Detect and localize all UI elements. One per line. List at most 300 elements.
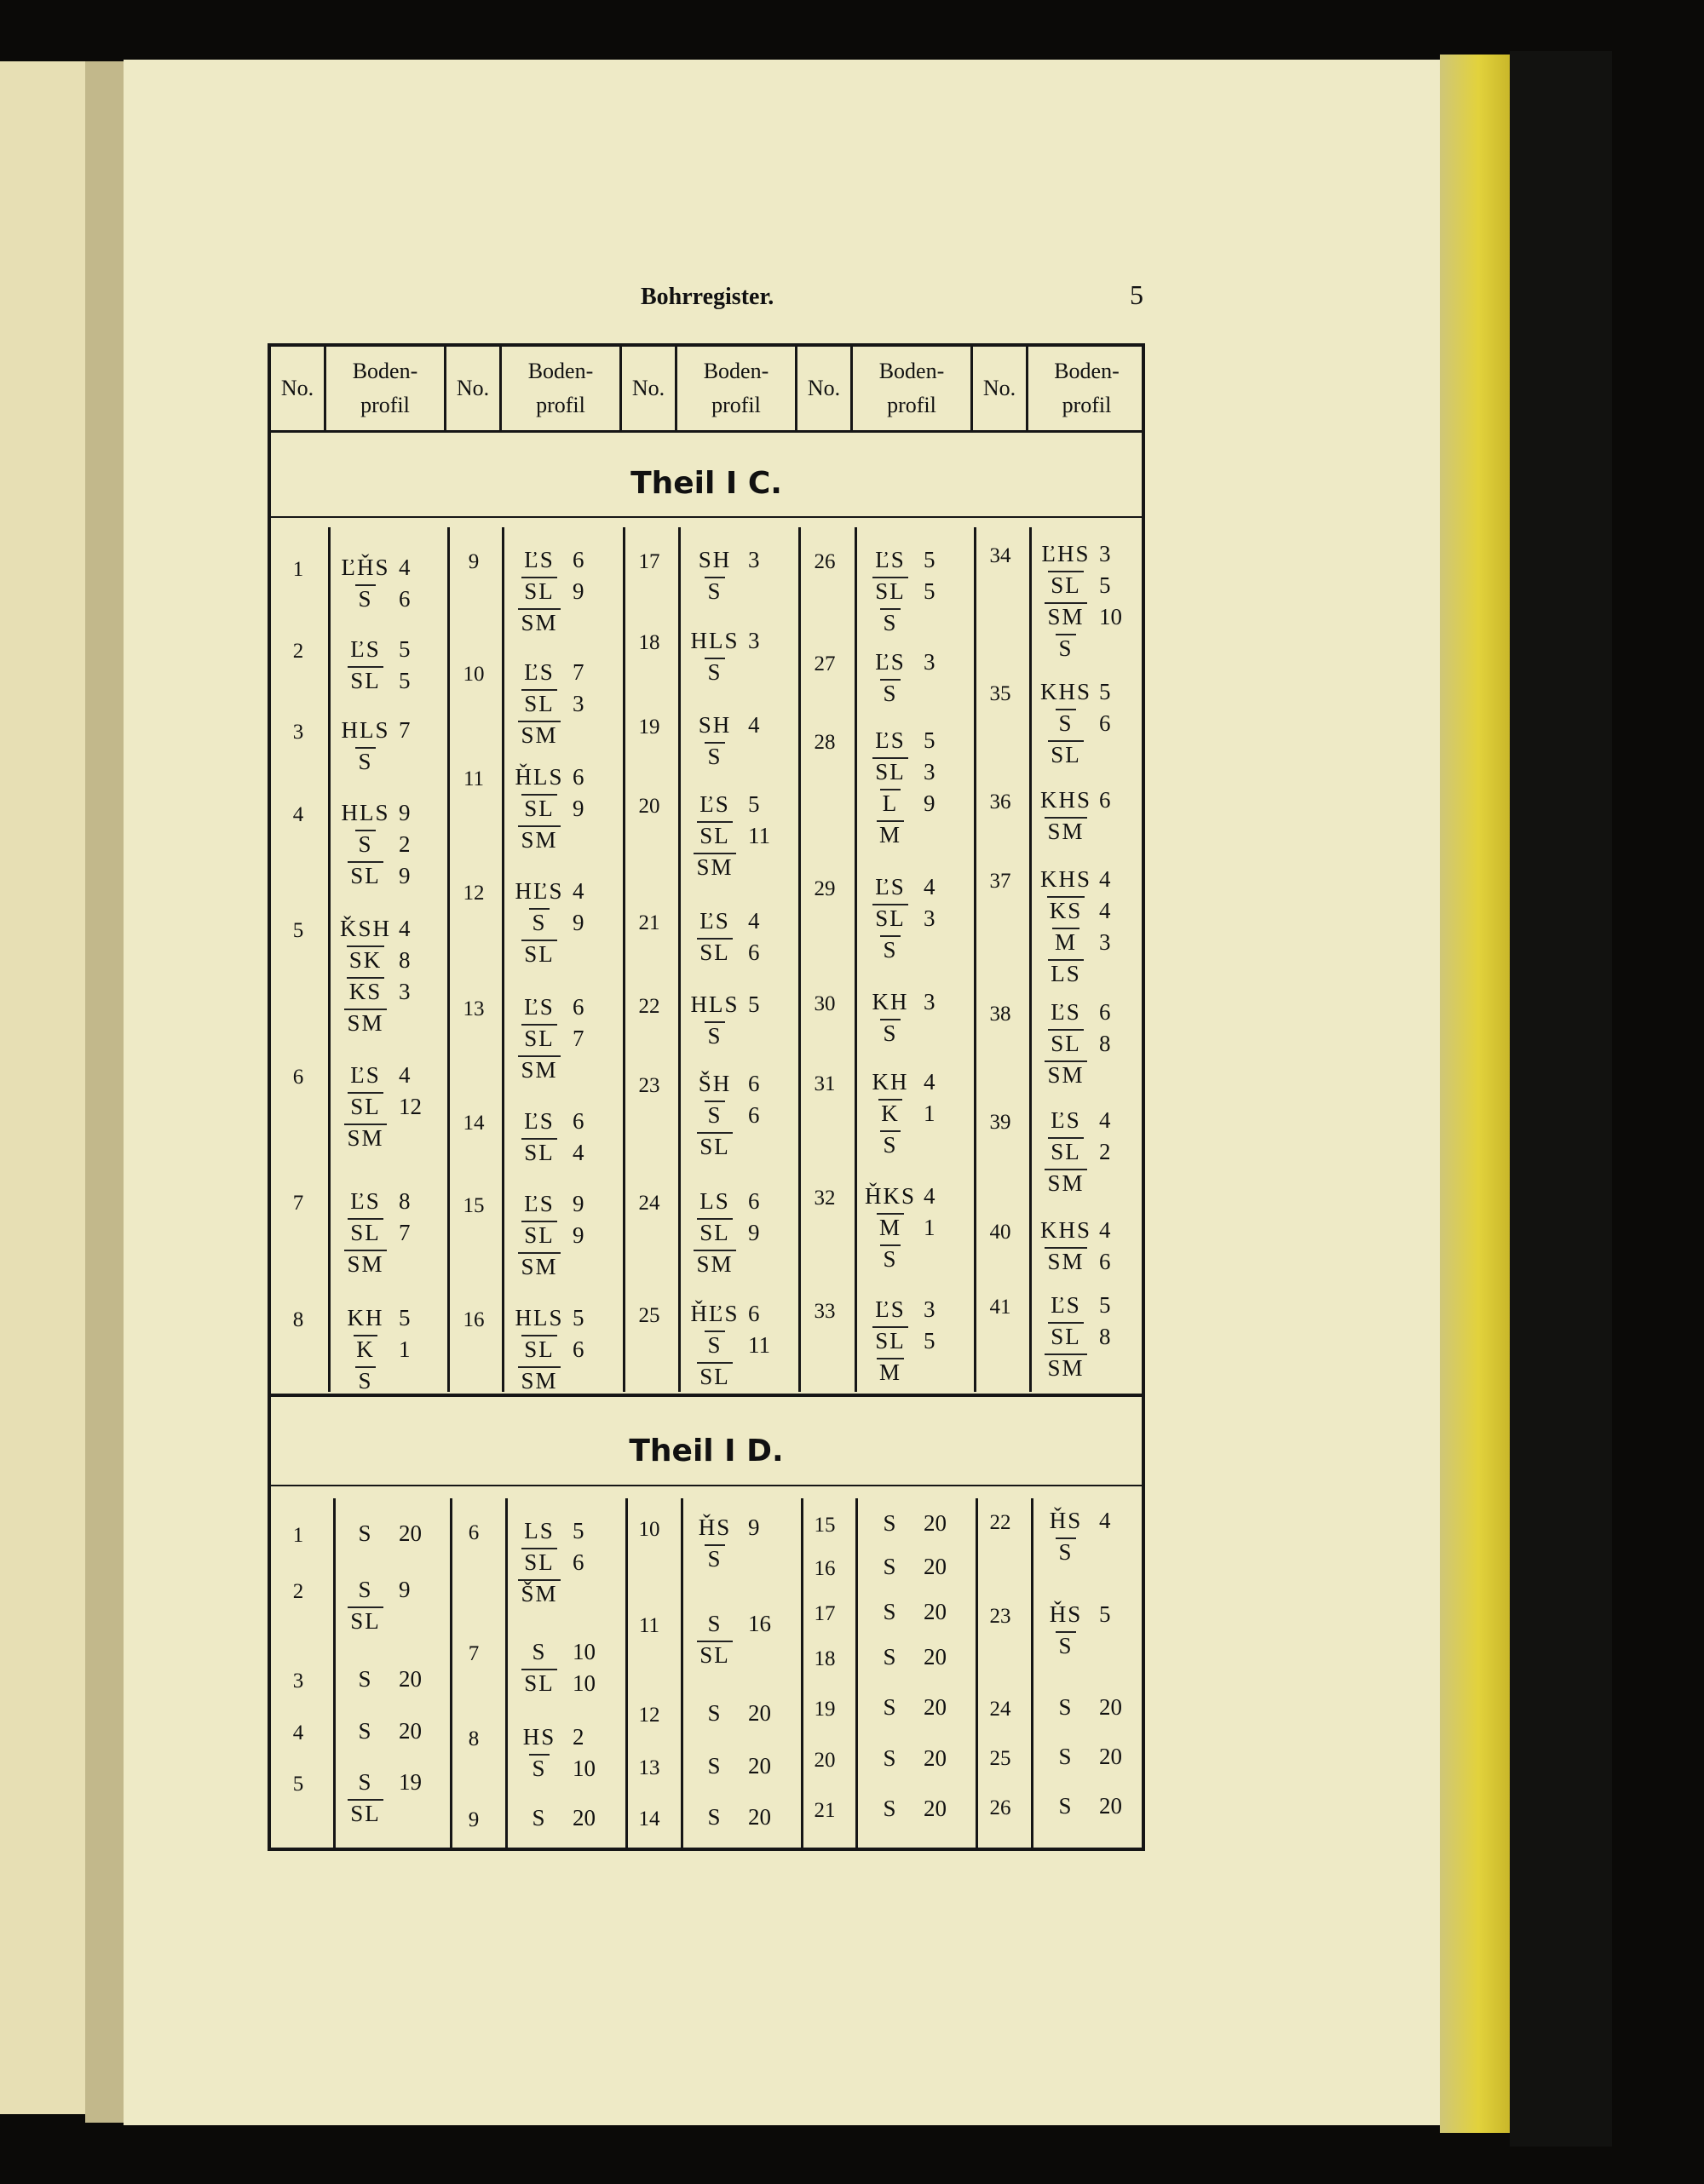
profile-layer: [506, 822, 602, 853]
column-rule: [499, 347, 502, 430]
soil-code: SM: [518, 721, 560, 749]
profile-layer: [1033, 674, 1128, 705]
soil-code: SL: [697, 1362, 733, 1390]
boring-number: 25: [989, 1747, 1011, 1770]
boring-number: 5: [292, 1773, 304, 1796]
boring-number: 11: [638, 1614, 660, 1637]
soil-code: HĽS: [515, 878, 564, 904]
boring-number: 23: [638, 1074, 660, 1097]
header-profile: [326, 347, 444, 430]
soil-code: ȞS: [698, 1514, 732, 1540]
soil-code: SL: [697, 1218, 733, 1246]
soil-code: SM: [1045, 1247, 1086, 1275]
layer-depth: 6: [573, 994, 584, 1020]
boring-number: 1: [292, 558, 304, 581]
layer-depth: 3: [573, 691, 584, 716]
layer-depth: 5: [924, 578, 935, 604]
profile-layer: [857, 1639, 953, 1670]
boring-number: 19: [638, 716, 660, 739]
layer-depth: 20: [399, 1666, 422, 1692]
profile-layer: [682, 654, 777, 686]
soil-profile: [1033, 1596, 1128, 1659]
soil-profile: [857, 1790, 953, 1822]
layer-depth: 4: [748, 908, 760, 934]
profile-layer: [506, 1103, 602, 1135]
soil-code: S: [355, 1366, 375, 1394]
column-rule: [625, 1498, 628, 1848]
header-profile-line2: profil: [887, 393, 936, 417]
boring-number: 18: [638, 631, 660, 654]
boring-number: 24: [638, 1192, 660, 1215]
soil-code: S: [880, 679, 900, 707]
header-no: [797, 347, 850, 430]
layer-depth: 3: [924, 905, 935, 931]
boring-number: 7: [468, 1642, 480, 1665]
layer-depth: 6: [748, 1188, 760, 1214]
layer-depth: 20: [1099, 1694, 1122, 1720]
layer-depth: 5: [924, 1328, 935, 1354]
soil-code: ĽS: [524, 547, 555, 572]
column-rule: [619, 347, 622, 430]
profile-layer: [1033, 1628, 1128, 1659]
header-profile-line1: Boden-: [1054, 358, 1120, 383]
header-profile-line2: profil: [711, 393, 761, 417]
soil-code: SM: [518, 1252, 560, 1280]
boring-number: 23: [989, 1605, 1011, 1628]
soil-profile: [332, 795, 428, 889]
soil-code: S: [880, 608, 900, 636]
soil-profile: [682, 1695, 777, 1727]
soil-code: S: [883, 1599, 898, 1624]
soil-code: SL: [348, 666, 383, 694]
layer-depth: 6: [573, 1549, 584, 1575]
profile-layer: [857, 1241, 953, 1273]
soil-code: S: [532, 1639, 547, 1664]
soil-code: S: [529, 1754, 549, 1782]
soil-profile: [1033, 782, 1128, 845]
soil-code: SM: [1045, 1169, 1086, 1197]
soil-profile: [506, 1800, 602, 1831]
boring-number: 4: [292, 803, 304, 826]
layer-depth: 5: [1099, 1292, 1111, 1318]
layer-depth: 9: [399, 800, 411, 825]
profile-layer: [1033, 1596, 1128, 1628]
layer-depth: 4: [1099, 1217, 1111, 1243]
layer-depth: 3: [1099, 929, 1111, 955]
profile-layer: [682, 818, 777, 849]
soil-code: ĽS: [875, 874, 906, 899]
profile-layer: [1033, 994, 1128, 1026]
soil-code: ĽHS: [1041, 541, 1091, 566]
soil-code: S: [1056, 634, 1075, 662]
soil-code: KS: [347, 977, 385, 1005]
soil-code: SL: [521, 1548, 557, 1576]
layer-depth: 20: [924, 1694, 947, 1720]
soil-code: SL: [1048, 740, 1084, 768]
soil-code: SM: [1045, 602, 1086, 630]
profile-layer: [506, 1249, 602, 1280]
soil-profile: [682, 903, 777, 966]
soil-code: ȞS: [1049, 1601, 1083, 1627]
layer-depth: 5: [1099, 679, 1111, 704]
layer-depth: 20: [924, 1644, 947, 1670]
soil-profile: [332, 712, 428, 775]
boring-number: 1: [292, 1524, 304, 1547]
header-profile: [1028, 347, 1145, 430]
boring-number: 28: [814, 731, 836, 754]
soil-code: SM: [1045, 1354, 1086, 1382]
profile-layer: [332, 549, 428, 581]
profile-layer: [857, 932, 953, 963]
profile-layer: [857, 605, 953, 636]
column-rule: [444, 347, 446, 430]
header-profile-line1: Boden-: [878, 358, 945, 383]
soil-code: L: [880, 789, 901, 817]
layer-depth: 4: [1099, 898, 1111, 923]
boring-number: 17: [814, 1602, 836, 1625]
layer-depth: 5: [573, 1518, 584, 1543]
profile-layer: [1033, 1057, 1128, 1089]
soil-code: SL: [1048, 1137, 1084, 1165]
layer-depth: 6: [748, 1301, 760, 1326]
soil-code: SL: [521, 794, 557, 822]
layer-depth: 6: [748, 1102, 760, 1128]
profile-layer: [857, 1790, 953, 1822]
profile-layer: [857, 900, 953, 932]
soil-code: KHS: [1039, 1217, 1091, 1243]
soil-code: ĽS: [524, 994, 555, 1020]
soil-code: SM: [694, 853, 735, 881]
profile-layer: [1033, 861, 1128, 893]
profile-layer: [682, 786, 777, 818]
boring-number: 13: [638, 1756, 660, 1779]
profile-layer: [332, 1331, 428, 1363]
soil-code: HLS: [690, 628, 740, 653]
soil-code: ĽS: [350, 636, 381, 662]
profile-layer: [506, 573, 602, 605]
soil-code: SL: [348, 1092, 383, 1120]
header-profile: [853, 347, 970, 430]
soil-code: SL: [348, 1218, 383, 1246]
boring-number: 26: [989, 1796, 1011, 1819]
profile-layer: [857, 785, 953, 817]
profile-layer: [332, 712, 428, 744]
layer-depth: 1: [924, 1215, 935, 1240]
soil-code: K: [878, 1099, 902, 1127]
layer-depth: 10: [573, 1756, 596, 1781]
profile-layer: [332, 663, 428, 694]
profile-layer: [1033, 630, 1128, 662]
soil-code: ȞKS: [864, 1183, 916, 1209]
profile-layer: [1033, 1165, 1128, 1197]
soil-code: KS: [1047, 896, 1085, 924]
profile-layer: [682, 1799, 777, 1831]
layer-depth: 5: [924, 547, 935, 572]
profile-layer: [682, 1637, 777, 1669]
soil-code: S: [707, 1611, 722, 1636]
soil-code: SL: [521, 1669, 557, 1697]
soil-code: S: [705, 658, 724, 686]
boring-number: 41: [989, 1296, 1011, 1319]
profile-layer: [332, 795, 428, 826]
profile-layer: [857, 1210, 953, 1241]
soil-code: SL: [348, 861, 383, 889]
soil-code: ĽS: [524, 1191, 555, 1216]
soil-code: SL: [1048, 1029, 1084, 1057]
profile-layer: [506, 873, 602, 905]
layer-depth: 8: [399, 1188, 411, 1214]
layer-depth: 20: [748, 1700, 771, 1726]
header-profile-line2: profil: [536, 393, 585, 417]
profile-layer: [506, 605, 602, 636]
layer-depth: 3: [748, 628, 760, 653]
layer-depth: 3: [748, 547, 760, 572]
profile-layer: [506, 1719, 602, 1750]
soil-profile: [1033, 1287, 1128, 1382]
profile-layer: [1033, 1287, 1128, 1319]
layer-depth: 11: [748, 1332, 770, 1358]
layer-depth: 20: [924, 1599, 947, 1624]
soil-code: LS: [699, 1188, 730, 1214]
layer-depth: 5: [399, 1305, 411, 1331]
header-no: [446, 347, 499, 430]
profile-layer: [506, 542, 602, 573]
boring-number: 22: [638, 995, 660, 1018]
profile-layer: [506, 1186, 602, 1217]
profile-layer: [1033, 1212, 1128, 1244]
page-edges: [1440, 55, 1510, 2133]
layer-depth: 5: [573, 1305, 584, 1331]
soil-profile: [332, 549, 428, 612]
soil-profile: [332, 1300, 428, 1394]
profile-layer: [1033, 813, 1128, 845]
soil-code: S: [1058, 1793, 1074, 1819]
soil-profile: [506, 654, 602, 749]
layer-depth: 9: [573, 796, 584, 821]
boring-number: 39: [989, 1111, 1011, 1134]
soil-profile: [857, 1549, 953, 1580]
profile-layer: [506, 936, 602, 968]
profile-layer: [857, 1015, 953, 1047]
soil-profile: [332, 1764, 428, 1827]
soil-code: S: [1056, 1537, 1075, 1566]
soil-profile: [506, 1634, 602, 1697]
layer-depth: 6: [573, 547, 584, 572]
profile-layer: [1033, 737, 1128, 768]
soil-profile: [506, 873, 602, 968]
boring-number: 4: [292, 1721, 304, 1744]
header-profile: [502, 347, 619, 430]
layer-depth: 9: [573, 578, 584, 604]
profile-layer: [332, 1515, 428, 1547]
profile-layer: [1033, 1134, 1128, 1165]
profile-layer: [1033, 782, 1128, 813]
soil-profile: [332, 1515, 428, 1547]
profile-layer: [1033, 1503, 1128, 1534]
boring-number: 6: [468, 1521, 480, 1544]
soil-profile: [857, 869, 953, 963]
soil-code: S: [358, 1666, 373, 1692]
header-no: [973, 347, 1026, 430]
profile-layer: [857, 1064, 953, 1095]
column-rule: [970, 347, 973, 430]
layer-depth: 4: [924, 1183, 935, 1209]
profile-layer: [857, 1740, 953, 1772]
profile-layer: [682, 739, 777, 770]
profile-layer: [857, 1549, 953, 1580]
profile-layer: [857, 573, 953, 605]
profile-layer: [682, 1296, 777, 1327]
soil-profile: [682, 986, 777, 1049]
profile-layer: [332, 911, 428, 942]
boring-number: 15: [463, 1194, 485, 1217]
soil-code: KH: [872, 989, 909, 1014]
profile-layer: [682, 1018, 777, 1049]
soil-code: SL: [872, 904, 908, 932]
header-no-label: No.: [280, 375, 314, 400]
soil-profile: [857, 1594, 953, 1625]
soil-profile: [682, 1296, 777, 1390]
soil-code: ȞĽS: [690, 1301, 740, 1326]
soil-code: S: [529, 908, 549, 936]
soil-code: M: [1052, 928, 1079, 956]
header-no: [622, 347, 675, 430]
header-profile-line2: profil: [1062, 393, 1112, 417]
layer-depth: 3: [924, 759, 935, 785]
profile-layer: [682, 542, 777, 573]
layer-depth: 4: [573, 1140, 584, 1165]
layer-depth: 7: [399, 717, 411, 743]
layer-depth: 5: [399, 668, 411, 693]
soil-code: S: [883, 1745, 898, 1771]
profile-layer: [857, 1689, 953, 1721]
boring-number: 24: [989, 1698, 1011, 1721]
soil-code: KH: [347, 1305, 384, 1331]
soil-code: S: [1058, 1694, 1074, 1720]
soil-code: HLS: [341, 717, 390, 743]
soil-profile: [857, 644, 953, 707]
profile-layer: [506, 1634, 602, 1665]
soil-profile: [1033, 1689, 1128, 1721]
soil-code: S: [880, 1130, 900, 1158]
layer-depth: 20: [399, 1520, 422, 1546]
soil-code: ǨSH: [339, 916, 391, 941]
boring-number: 25: [638, 1304, 660, 1327]
layer-depth: 10: [573, 1670, 596, 1696]
layer-depth: 9: [399, 1577, 411, 1602]
layer-depth: 20: [748, 1753, 771, 1779]
soil-code: S: [358, 1718, 373, 1744]
profile-layer: [332, 631, 428, 663]
layer-depth: 5: [1099, 1601, 1111, 1627]
soil-code: SL: [521, 1221, 557, 1249]
layer-depth: 2: [399, 831, 411, 857]
soil-code: S: [883, 1554, 898, 1579]
soil-code: SL: [697, 821, 733, 849]
soil-profile: [857, 984, 953, 1047]
profile-layer: [1033, 956, 1128, 987]
profile-layer: [506, 1800, 602, 1831]
column-rule: [801, 1498, 803, 1848]
soil-profile: [857, 1740, 953, 1772]
soil-code: ĽS: [1051, 1107, 1081, 1133]
layer-depth: 20: [399, 1718, 422, 1744]
profile-layer: [857, 1291, 953, 1323]
layer-depth: 6: [1099, 999, 1111, 1025]
profile-layer: [682, 1359, 777, 1390]
soil-code: SM: [518, 825, 560, 853]
layer-depth: 2: [573, 1724, 584, 1750]
soil-profile: [1033, 1503, 1128, 1566]
boring-number: 19: [814, 1698, 836, 1721]
soil-code: ĽS: [699, 908, 730, 934]
header-profile-line1: Boden-: [703, 358, 769, 383]
profile-layer: [857, 1505, 953, 1537]
profile-layer: [506, 654, 602, 686]
layer-depth: 19: [399, 1769, 422, 1795]
layer-depth: 6: [1099, 1249, 1111, 1274]
layer-depth: 9: [399, 863, 411, 888]
soil-code: SH: [698, 547, 732, 572]
boring-number: 10: [463, 663, 485, 686]
soil-code: S: [707, 1700, 722, 1726]
soil-code: S: [1056, 709, 1075, 737]
profile-layer: [1033, 1739, 1128, 1770]
soil-code: LS: [1048, 959, 1084, 987]
soil-code: ĽS: [350, 1062, 381, 1088]
layer-depth: 20: [573, 1805, 596, 1831]
soil-code: SM: [518, 1055, 560, 1083]
header-no-label: No.: [807, 375, 841, 400]
boring-number: 27: [814, 652, 836, 675]
profile-layer: [682, 573, 777, 605]
boring-number: 8: [292, 1308, 304, 1331]
soil-code: HLS: [341, 800, 390, 825]
boring-number: 20: [814, 1749, 836, 1772]
soil-code: ȞS: [1049, 1508, 1083, 1533]
layer-depth: 12: [399, 1094, 422, 1119]
boring-number: 38: [989, 1003, 1011, 1026]
boring-number: 9: [468, 1808, 480, 1831]
soil-code: SL: [521, 689, 557, 717]
profile-layer: [332, 1005, 428, 1037]
profile-layer: [506, 686, 602, 717]
profile-layer: [506, 1576, 602, 1607]
soil-code: S: [1056, 1631, 1075, 1659]
boring-number: 36: [989, 790, 1011, 813]
soil-profile: [332, 1661, 428, 1693]
column-rule: [976, 1498, 978, 1848]
soil-code: KH: [872, 1069, 909, 1095]
profile-layer: [332, 1603, 428, 1635]
soil-profile: [857, 1689, 953, 1721]
profile-layer: [332, 1300, 428, 1331]
layer-depth: 20: [924, 1510, 947, 1536]
profile-layer: [1033, 599, 1128, 630]
profile-layer: [1033, 705, 1128, 737]
profile-layer: [682, 1183, 777, 1215]
soil-code: KHS: [1039, 679, 1091, 704]
profile-layer: [332, 1796, 428, 1827]
soil-profile: [857, 1639, 953, 1670]
profile-layer: [682, 1215, 777, 1246]
soil-profile: [857, 722, 953, 848]
boring-number: 3: [292, 721, 304, 744]
soil-profile: [682, 1606, 777, 1669]
facing-page: [0, 61, 92, 2114]
soil-profile: [332, 1057, 428, 1152]
profile-layer: [506, 905, 602, 936]
